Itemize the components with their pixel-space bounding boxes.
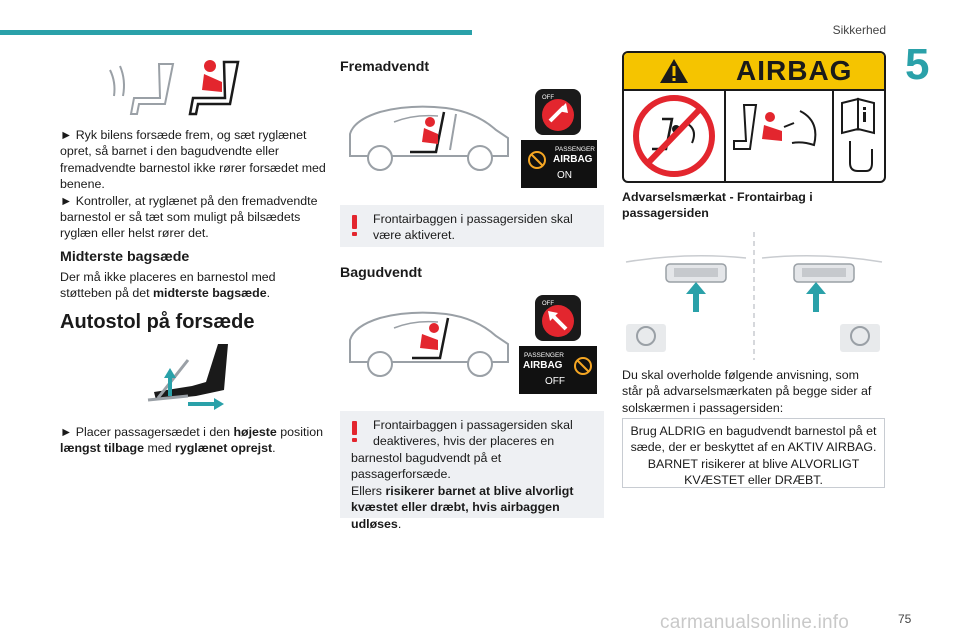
warning-icon <box>352 215 357 235</box>
airbag-warning-label <box>622 51 886 183</box>
car-rear-facing-illustration <box>344 306 516 380</box>
seat-position-illustration <box>128 340 230 414</box>
heading-front-seat: Autostol på forsæde <box>60 311 255 333</box>
panel-on-line2: AIRBAG <box>553 154 593 165</box>
heading-middle-seat: Midterste bagsæde <box>60 249 190 265</box>
warning-text: være aktiveret. <box>373 228 455 243</box>
airbag-instruction-box <box>622 418 885 488</box>
warning-text: kvæstet eller dræbt, hvis airbaggen <box>351 500 560 515</box>
panel-on-state: ON <box>557 170 572 181</box>
warning-box-airbag-on <box>340 205 604 247</box>
middle-line: Der må ikke placeres en barnestol med <box>60 270 276 284</box>
airbag-label-title: AIRBAG <box>736 55 853 86</box>
car-forward-facing-illustration <box>344 100 516 174</box>
child-seat-warning-icon <box>573 356 593 376</box>
panel-off-line2: AIRBAG <box>523 360 563 371</box>
seat-adjust-illustration <box>104 52 254 120</box>
label-caption: passagersiden <box>622 206 709 221</box>
watermark: carmanualsonline.info <box>660 612 850 633</box>
para2-line: ► Kontroller, at ryglænet på den fremadvendte <box>60 193 318 208</box>
warning-text: deaktiveres, hvis der placeres en <box>373 434 555 449</box>
instruction-line: solskærmen i passagersiden: <box>622 400 784 415</box>
warning-box-airbag-off <box>340 411 604 531</box>
section-name: Sikkerhed <box>832 23 886 37</box>
panel-off-state: OFF <box>545 376 565 387</box>
place-line: længst tilbage med ryglænet oprejst. <box>60 441 276 456</box>
para1-line: fremadvendte barnestol ikke rører forsædet med <box>60 160 326 175</box>
airbag-label-banner <box>624 53 884 91</box>
para1-line: benene. <box>60 177 105 192</box>
instruction-box-line: BARNET risikerer at blive ALVORLIGT <box>647 456 860 471</box>
warning-triangle-icon <box>658 57 690 85</box>
place-line: ► Placer passagersædet i den højeste position <box>60 425 323 439</box>
airbag-switch-on-icon <box>534 88 582 136</box>
airbag-switch-off-icon <box>534 294 582 342</box>
heading-rear: Bagudvendt <box>340 265 422 281</box>
airbag-deploy-icon <box>730 97 828 177</box>
warning-icon <box>352 421 357 441</box>
label-caption: Advarselsmærkat - Frontairbag i <box>622 190 813 204</box>
middle-line: støtteben på det midterste bagsæde. <box>60 286 271 301</box>
header-accent-bar <box>0 30 472 35</box>
panel-on-line1: PASSENGER <box>555 146 595 153</box>
svg-text:OFF: OFF <box>542 95 554 101</box>
warning-text: Frontairbaggen i passagersiden skal <box>373 418 573 432</box>
instruction-line: står på advarselsmærkaten på begge sider af <box>622 384 872 399</box>
warning-text: Ellers risikerer barnet at blive alvorligt <box>351 483 574 498</box>
read-manual-icon <box>838 97 880 179</box>
page-number: 75 <box>898 612 912 626</box>
para2-line: barnestol er så tæt som muligt på bilsædets <box>60 210 301 225</box>
instruction-box-line: Brug ALDRIG en bagudvendt barnestol på et <box>630 424 877 438</box>
warning-text: udløses. <box>351 516 402 531</box>
svg-text:OFF: OFF <box>542 301 554 307</box>
chapter-number: 5 <box>905 40 930 89</box>
no-rear-facing-seat-icon <box>628 93 720 179</box>
panel-off-line1: PASSENGER <box>524 352 564 359</box>
instruction-box-line: sæde, der er beskyttet af en AKTIV AIRBAG. <box>630 440 877 455</box>
instruction-line: Du skal overholde følgende anvisning, som <box>622 368 859 382</box>
passenger-airbag-off-panel <box>519 346 597 394</box>
warning-text: barnestol bagudvendt på et passagerforsæde. <box>351 451 502 482</box>
sun-visor-label-location-illustration <box>622 232 886 360</box>
para1-line: ► Ryk bilens forsæde frem, og sæt ryglænet <box>60 128 307 142</box>
passenger-airbag-on-panel <box>521 140 597 188</box>
heading-forward: Fremadvendt <box>340 59 430 75</box>
warning-text: Frontairbaggen i passagersiden skal <box>373 212 573 226</box>
para1-line: opret, så barnet i den bagudvendte eller <box>60 144 280 159</box>
para2-line: ryglæn eller helst rører det. <box>60 226 209 241</box>
instruction-box-line: KVÆSTET eller DRÆBT. <box>684 473 823 488</box>
child-seat-crossed-icon <box>527 150 547 170</box>
